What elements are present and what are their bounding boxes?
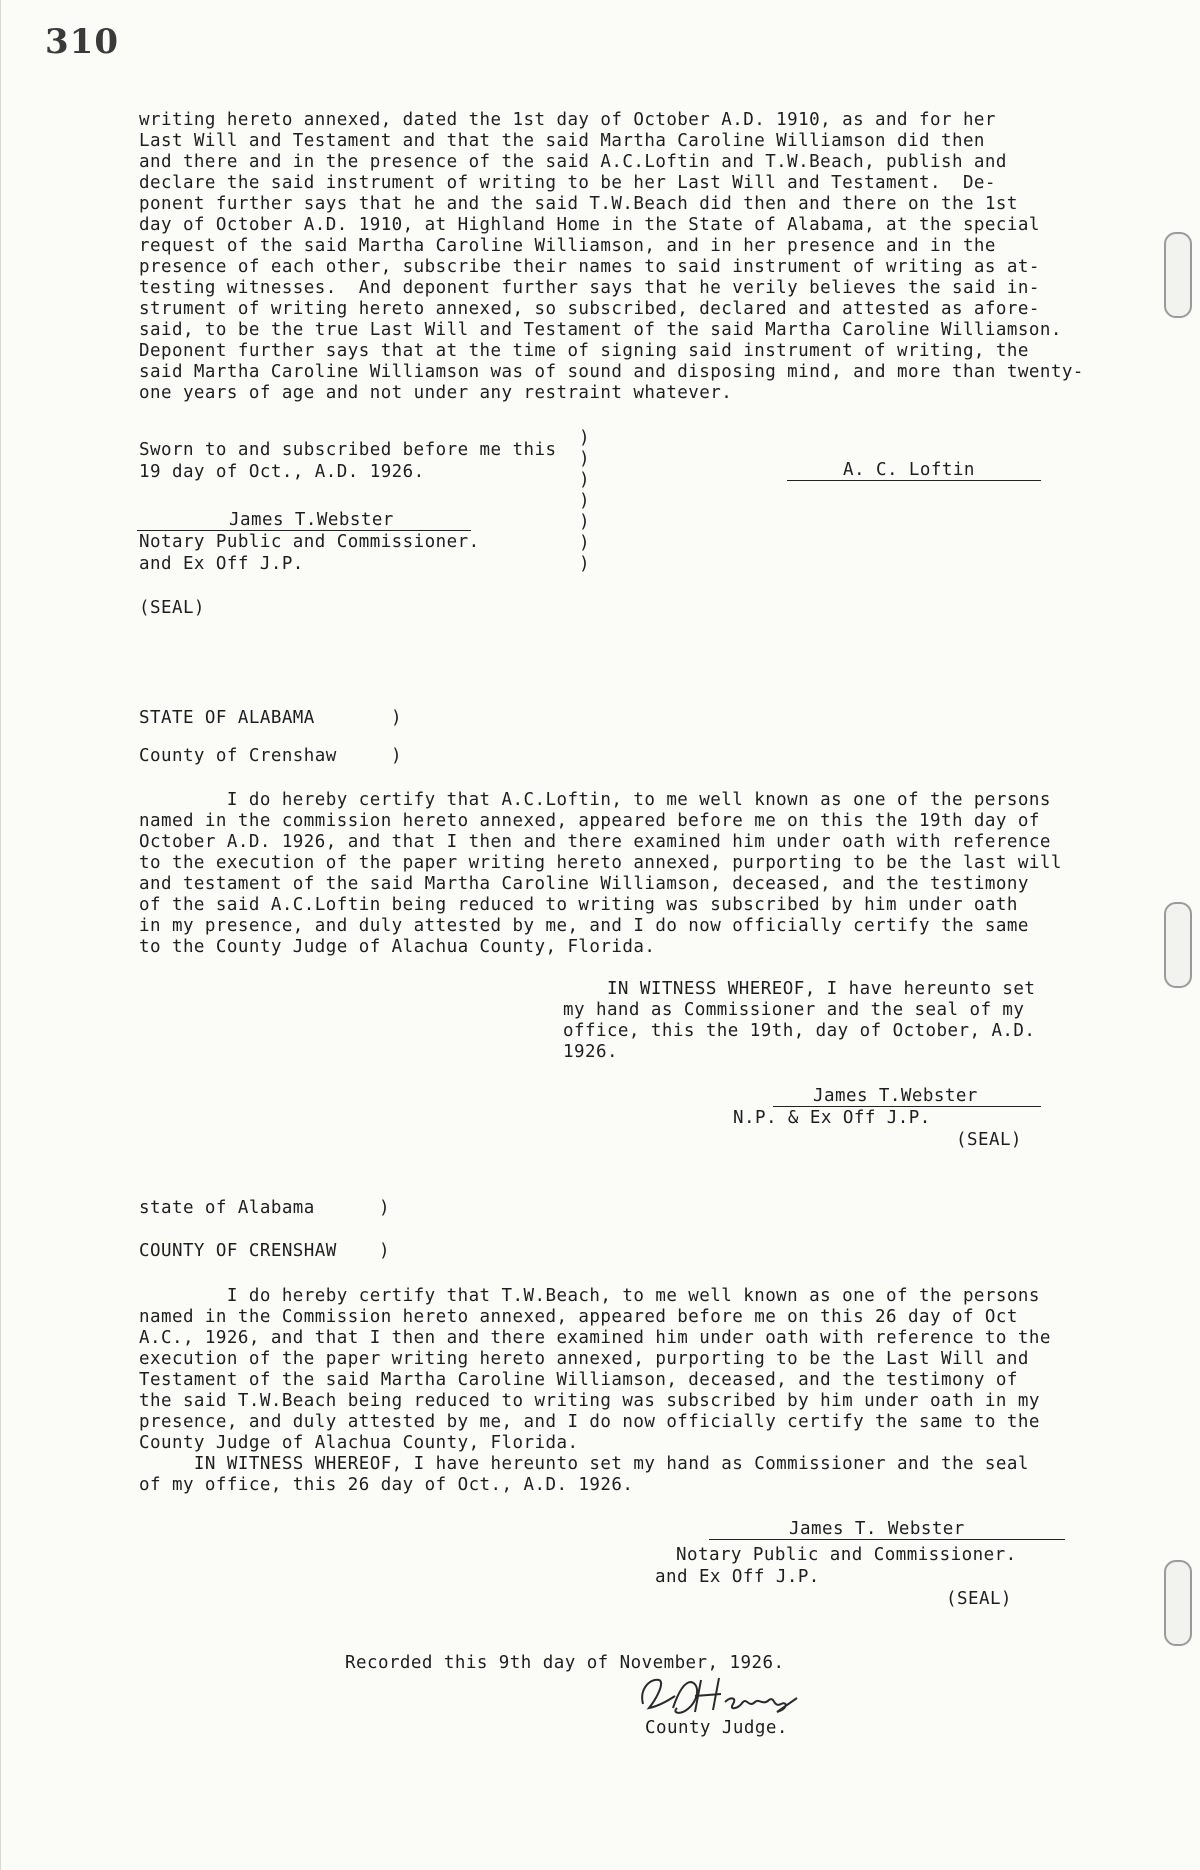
certificate2-county-bracket: ) <box>379 1241 390 1261</box>
certificate1-county: County of Crenshaw <box>139 746 337 766</box>
certificate1-line: in my presence, and duly attested by me, and I do now officially certify the same <box>139 916 1029 936</box>
certificate1-seal: (SEAL) <box>956 1130 1022 1150</box>
affidavit-line: ponent further says that he and the said T.W.Beach did then and there on the 1st <box>139 194 1018 214</box>
certificate2-line: IN WITNESS WHEREOF, I have hereunto set my hand as Commissioner and the seal <box>139 1454 1029 1474</box>
affidavit-line: and there and in the presence of the said A.C.Loftin and T.W.Beach, publish and <box>139 152 1007 172</box>
witness-line: IN WITNESS WHEREOF, I have hereunto set <box>563 979 1036 999</box>
affidavit-line: presence of each other, subscribe their names to said instrument of writing as at- <box>139 257 1040 277</box>
certificate1-county-bracket: ) <box>391 746 402 766</box>
affidavit-line: strument of writing hereto annexed, so subscribed, declared and attested as afore- <box>139 299 1040 319</box>
certificate2-title-2: and Ex Off J.P. <box>655 1567 820 1587</box>
certificate1-state-bracket: ) <box>391 708 402 728</box>
certificate1-line: I do hereby certify that A.C.Loftin, to me well known as one of the persons <box>139 790 1051 810</box>
affidavit-line: day of October A.D. 1910, at Highland Home in the State of Alabama, at the special <box>139 215 1040 235</box>
jurat-line-2: 19 day of Oct., A.D. 1926. <box>139 462 425 482</box>
jurat-line-1: Sworn to and subscribed before me this <box>139 440 557 460</box>
binder-hole-bottom <box>1164 1560 1192 1646</box>
page-number: 310 <box>45 22 119 62</box>
certificate1-signature-line <box>773 1106 1041 1107</box>
affidavit-line: Deponent further says that at the time of signing said instrument of writing, the <box>139 341 1029 361</box>
notary-title-2: and Ex Off J.P. <box>139 554 304 574</box>
certificate1-state: STATE OF ALABAMA <box>139 708 315 728</box>
binder-hole-middle <box>1164 902 1192 988</box>
certificate1-line: named in the commission hereto annexed, appeared before me on this the 19th day of <box>139 811 1040 831</box>
deponent-signature: A. C. Loftin <box>843 460 975 480</box>
certificate2-signature: James T. Webster <box>789 1519 965 1539</box>
certificate2-line: of my office, this 26 day of Oct., A.D. 1926. <box>139 1475 634 1495</box>
affidavit-line: one years of age and not under any restraint whatever. <box>139 383 733 403</box>
witness-line: 1926. <box>563 1042 618 1062</box>
witness-line: my hand as Commissioner and the seal of my <box>563 1000 1025 1020</box>
notary-title-1: Notary Public and Commissioner. <box>139 532 480 552</box>
judge-title: County Judge. <box>645 1718 788 1738</box>
affidavit-line: declare the said instrument of writing to be her Last Will and Testament. De- <box>139 173 996 193</box>
certificate2-line: County Judge of Alachua County, Florida. <box>139 1433 579 1453</box>
certificate1-signature: James T.Webster <box>813 1086 978 1106</box>
certificate2-line: the said T.W.Beach being reduced to writing was subscribed by him under oath in my <box>139 1391 1040 1411</box>
jurat-bracket: ) ) ) ) ) ) ) <box>579 428 590 574</box>
certificate2-line: Testament of the said Martha Caroline Williamson, deceased, and the testimony of <box>139 1370 1018 1390</box>
certificate2-line: A.C., 1926, and that I then and there examined him under oath with reference to the <box>139 1328 1051 1348</box>
certificate2-line: presence, and duly attested by me, and I do now officially certify the same to the <box>139 1412 1040 1432</box>
affidavit-line: said Martha Caroline Williamson was of sound and disposing mind, and more than twenty- <box>139 362 1084 382</box>
judge-signature <box>629 1668 809 1724</box>
certificate1-line: October A.D. 1926, and that I then and there examined him under oath with reference <box>139 832 1051 852</box>
certificate2-county: COUNTY OF CRENSHAW <box>139 1241 337 1261</box>
certificate2-title-1: Notary Public and Commissioner. <box>676 1545 1017 1565</box>
notary-name: James T.Webster <box>229 510 394 530</box>
certificate1-line: of the said A.C.Loftin being reduced to writing was subscribed by him under oath <box>139 895 1018 915</box>
certificate2-signature-line <box>709 1539 1065 1540</box>
affidavit-line: said, to be the true Last Will and Testament of the said Martha Caroline Williamson. <box>139 320 1062 340</box>
affidavit-line: request of the said Martha Caroline Williamson, and in her presence and in the <box>139 236 996 256</box>
deponent-signature-line <box>787 480 1041 481</box>
witness-line: office, this the 19th, day of October, A.D. <box>563 1021 1036 1041</box>
notary-signature-line <box>137 530 471 531</box>
certificate1-line: and testament of the said Martha Caroline Williamson, deceased, and the testimony <box>139 874 1029 894</box>
certificate1-title: N.P. & Ex Off J.P. <box>733 1108 931 1128</box>
certificate2-state: state of Alabama <box>139 1198 315 1218</box>
affidavit-line: testing witnesses. And deponent further says that he verily believes the said in- <box>139 278 1040 298</box>
certificate2-seal: (SEAL) <box>946 1589 1012 1609</box>
binder-hole-top <box>1164 232 1192 318</box>
recorded-line: Recorded this 9th day of November, 1926. <box>345 1653 785 1673</box>
certificate2-line: I do hereby certify that T.W.Beach, to me well known as one of the persons <box>139 1286 1040 1306</box>
certificate2-line: execution of the paper writing hereto annexed, purporting to be the Last Will and <box>139 1349 1029 1369</box>
certificate2-line: named in the Commission hereto annexed, appeared before me on this 26 day of Oct <box>139 1307 1018 1327</box>
certificate2-state-bracket: ) <box>379 1198 390 1218</box>
affidavit-line: Last Will and Testament and that the said Martha Caroline Williamson did then <box>139 131 985 151</box>
certificate1-line: to the execution of the paper writing hereto annexed, purporting to be the last will <box>139 853 1062 873</box>
certificate1-line: to the County Judge of Alachua County, Florida. <box>139 937 656 957</box>
affidavit-seal: (SEAL) <box>139 598 205 618</box>
affidavit-line: writing hereto annexed, dated the 1st day of October A.D. 1910, as and for her <box>139 110 996 130</box>
